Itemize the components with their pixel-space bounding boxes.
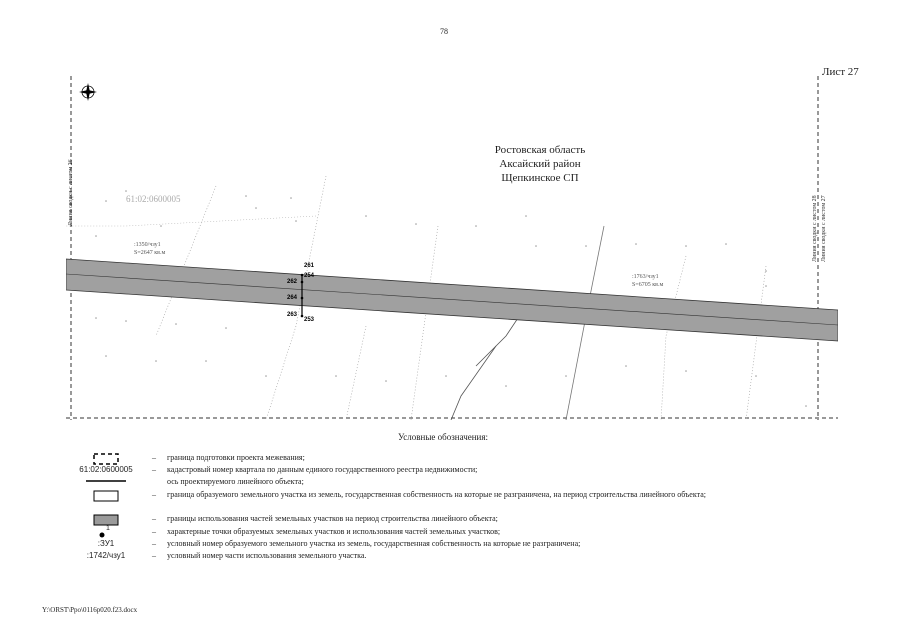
legend-symbol-parcel-box xyxy=(60,490,152,502)
quarter-number-label: 61:02:0600005 xyxy=(126,194,181,204)
point-label: 261 xyxy=(304,263,315,269)
footer-file-path: Y:\ORST\Ppo\0116p020.f23.docx xyxy=(42,606,138,614)
legend-item xyxy=(60,490,830,512)
point-label: 263 xyxy=(287,312,298,318)
axis-line xyxy=(66,274,838,325)
legend-dash: – xyxy=(152,465,156,474)
page-number: 78 xyxy=(440,27,448,36)
region-line: Аксайский район xyxy=(499,158,581,170)
legend-dash: – xyxy=(152,539,156,548)
point-label: 262 xyxy=(287,279,298,285)
point-label: 254 xyxy=(304,273,315,279)
legend-dash: – xyxy=(152,527,156,536)
legend-text: граница образуемого земельного участка из земель, государственная собственность на которые не разграничена, на период строительства линейного объекта; xyxy=(167,490,706,499)
legend-text: границы использования частей земельных участков на период строительства линейного объекта; xyxy=(167,514,498,523)
legend-text: условный номер части использования земельного участка. xyxy=(167,551,367,560)
cadastral-map xyxy=(66,76,838,420)
right-junction-label-1: Линия сводки с листом 28 xyxy=(812,195,818,262)
legend-text: кадастровый номер квартала по данным единого государственного реестра недвижимости; xyxy=(167,465,478,474)
legend-item xyxy=(60,477,830,489)
legend-dash: – xyxy=(152,514,156,523)
region-line: Ростовская область xyxy=(494,144,586,156)
legend-symbol-axis-line xyxy=(60,477,152,489)
legend-item xyxy=(60,465,830,477)
construction-corridor xyxy=(66,259,838,341)
left-parcel-number: :1350/чзу1 xyxy=(134,242,161,248)
map-drawing xyxy=(66,76,838,420)
legend-symbol-point: 1 xyxy=(60,527,152,539)
legend-symbol-quarter: 61:02:0600005 xyxy=(79,465,133,474)
legend-text: условный номер образуемого земельного участка из земель, государственная собственность на которые не разграничена; xyxy=(167,539,581,548)
sheet-label: Лист 27 xyxy=(822,66,859,78)
legend-text: граница подготовки проекта межевания; xyxy=(167,453,305,462)
legend-dash: – xyxy=(152,453,156,462)
legend-symbol-zu: :ЗУ1 xyxy=(97,539,115,548)
legend-text: ось проектируемого линейного объекта; xyxy=(167,477,304,486)
legend-item xyxy=(60,527,830,539)
legend-text: характерные точки образуемых земельных участков и использования частей земельных участков; xyxy=(167,527,501,536)
right-junction-label-2: Линия сводки с листом 27 xyxy=(821,195,827,262)
legend-item xyxy=(60,453,830,465)
legend-item xyxy=(60,551,830,563)
left-parcel-area: S=2647 кв.м xyxy=(134,250,166,256)
compass-icon xyxy=(79,83,97,101)
legend-symbol-dashed-box xyxy=(60,453,152,465)
legend-dash: – xyxy=(152,551,156,560)
left-junction-label: Линия сводки с листом 26 xyxy=(68,159,74,226)
legend-item xyxy=(60,539,830,551)
legend-title: Условные обозначения: xyxy=(398,432,489,442)
right-parcel-number: :1763/чзу1 xyxy=(632,274,659,280)
region-label xyxy=(440,143,640,185)
legend-dash: – xyxy=(152,490,156,499)
point-label: 264 xyxy=(287,295,298,301)
region-line: Щепкинское СП xyxy=(501,172,579,184)
legend-symbol-chzu: :1742/чзу1 xyxy=(86,551,126,560)
point-label: 253 xyxy=(304,317,315,323)
legend-item xyxy=(60,514,830,526)
right-parcel-area: S=6705 кв.м xyxy=(632,282,664,288)
